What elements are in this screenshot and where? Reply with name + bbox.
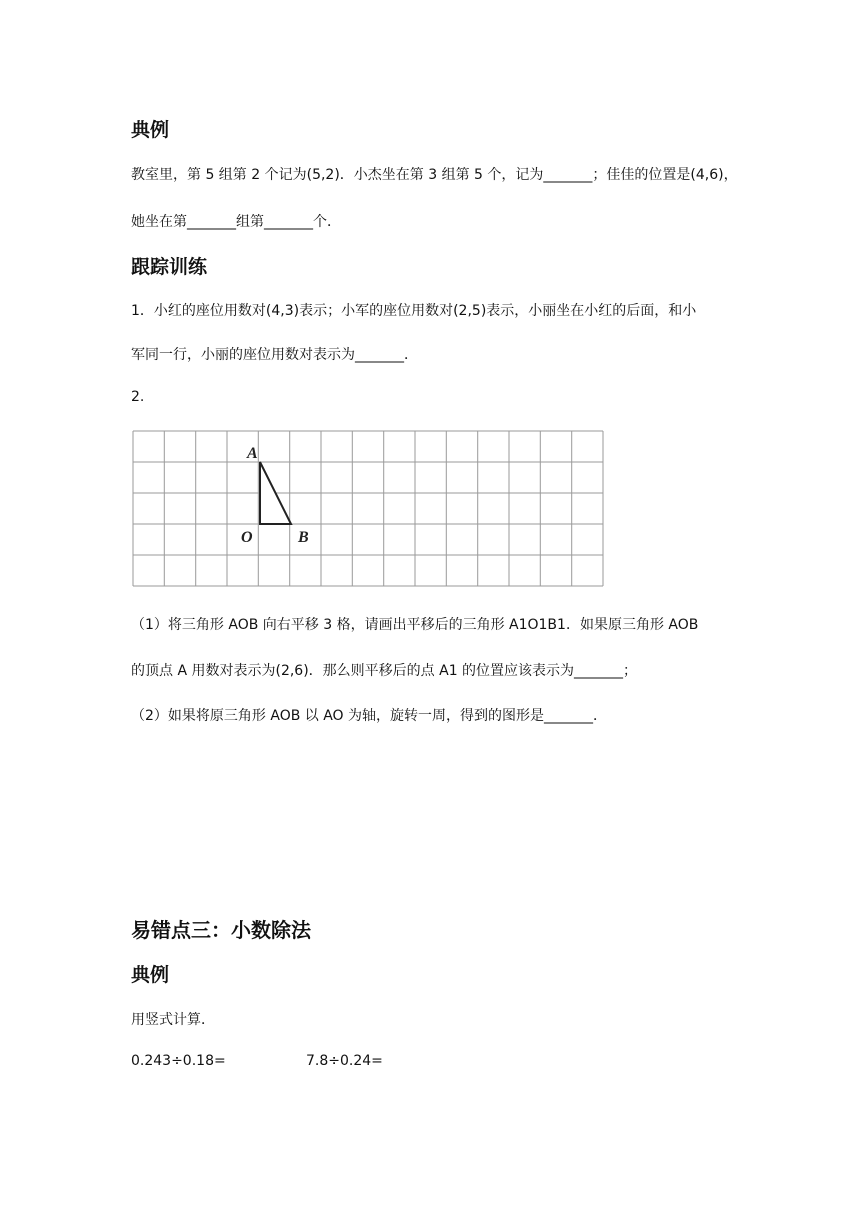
question-2-part-1-line-2: 的顶点 A 用数对表示为(2,6)．那么则平移后的点 A1 的位置应该表示为_______； [131,663,638,679]
point-a-label: A [247,445,258,462]
question-2-label: 2. [131,389,145,405]
example-text-line-1: 教室里，第 5 组第 2 个记为(5,2)．小杰坐在第 3 组第 5 个，记为_______；佳佳的位置是(4,6)， [131,167,738,183]
example-text-line-2: 她坐在第_______组第_______个． [131,214,341,230]
example-heading-1: 典例 [131,119,170,141]
question-1-line-1: 1．小红的座位用数对(4,3)表示；小军的座位用数对(2,5)表示，小丽坐在小红的后面，和小 [131,303,697,319]
grid-figure [132,430,608,590]
question-1-line-2: 军同一行，小丽的座位用数对表示为_______． [131,347,418,363]
instruction-text: 用竖式计算． [131,1012,215,1028]
question-2-part-2: （2）如果将原三角形 AOB 以 AO 为轴，旋转一周，得到的图形是_______． [131,708,608,724]
example-heading-2: 典例 [131,964,170,986]
expression-1: 0.243÷0.18= [131,1053,226,1069]
grid-lines [133,431,603,586]
expression-2: 7.8÷0.24= [306,1053,383,1069]
point-b-label: B [298,529,309,546]
question-2-part-1-line-1: （1）将三角形 AOB 向右平移 3 格，请画出平移后的三角形 A1O1B1．如果原三角形 AOB [131,617,699,633]
practice-heading: 跟踪训练 [131,256,208,278]
section-3-title: 易错点三：小数除法 [131,918,311,942]
point-o-label: O [241,529,253,546]
